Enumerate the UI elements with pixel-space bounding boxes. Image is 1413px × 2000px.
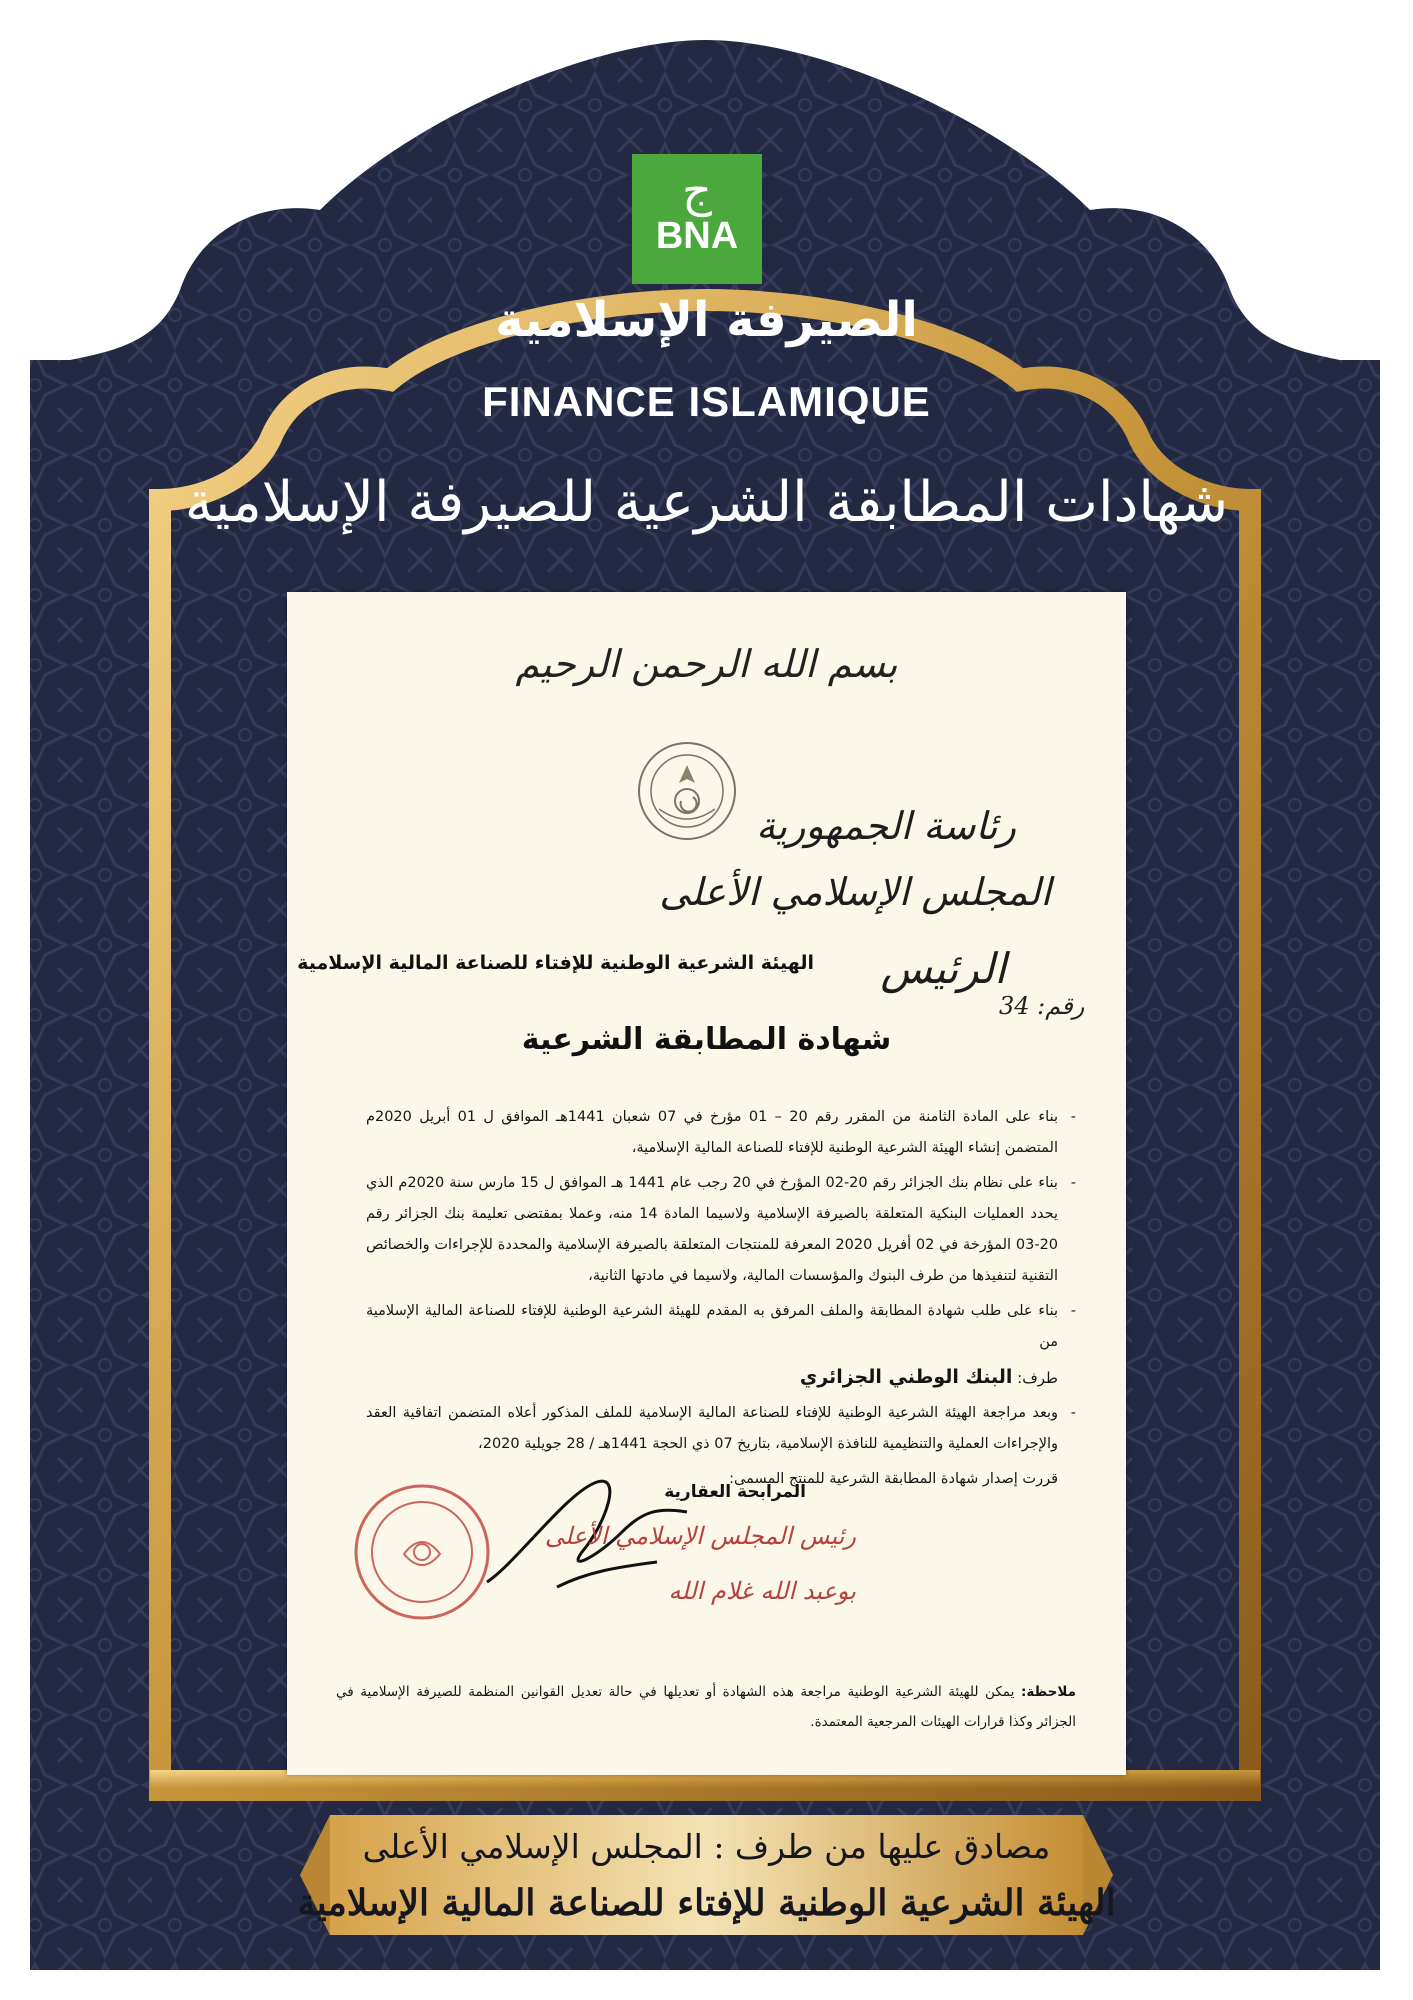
letterhead-presidency: رئاسة الجمهورية (756, 804, 1016, 848)
note-text: يمكن للهيئة الشرعية الوطنية مراجعة هذه الشهادة أو تعديلها في حالة تعديل القوانين المنظمة للصيرفة الإسلامية في الجزائر وكذا قرارات الهيئات المرجعية المعتمدة. (336, 1684, 1076, 1730)
state-emblem-icon (635, 739, 739, 843)
product-name: المرابحة العقارية (664, 1482, 806, 1502)
party-line (366, 1362, 1076, 1394)
title-arabic: الصيرفة الإسلامية (495, 292, 918, 348)
authority-name: الهيئة الشرعية الوطنية للإفتاء للصناعة المالية الإسلامية (297, 952, 814, 974)
paragraph-text: بناء على المادة الثامنة من المقرر رقم 20 – 01 مؤرخ في 07 شعبان 1441هـ الموافق ل 01 أبريل 2020م المتضمن إنشاء الهيئة الشرعية الوطنية للإفتاء للصناعة المالية الإسلامية، (366, 1109, 1059, 1156)
authority-footer: الهيئة الشرعية الوطنية للإفتاء للصناعة المالية الإسلامية (297, 1882, 1116, 1924)
review-text: وبعد مراجعة الهيئة الشرعية الوطنية للإفتاء للصناعة المالية الإسلامية للملف المذكور أعلاه المتضمن اتفاقية العقد والإجراءات العملية والتنظيمية للنافذة الإسلامية، بتاريخ 07 ذي الحجة 1441هـ / 28 جويلية 2020، (366, 1405, 1058, 1452)
paragraph: - بناء على طلب شهادة المطابقة والملف المرفق به المقدم للهيئة الشرعية الوطنية للإفتاء للصناعة المالية الإسلامية من (366, 1303, 1076, 1350)
basmala: بسم الله الرحمن الرحيم (515, 642, 898, 686)
letterhead-president: الرئيس (880, 944, 1006, 993)
paragraph: - بناء على المادة الثامنة من المقرر رقم 20 – 01 مؤرخ في 07 شعبان 1441هـ الموافق ل 01 أبريل 2020م المتضمن إنشاء الهيئة الشرعية الوطنية للإفتاء للصناعة المالية الإسلامية، (366, 1109, 1076, 1156)
page-subtitle: شهادات المطابقة الشرعية للصيرفة الإسلامية (184, 470, 1229, 535)
signatory-name: بوعبد الله غلام الله (668, 1577, 856, 1605)
logo-glyph: ج (682, 163, 712, 217)
certificate-title: شهادة المطابقة الشرعية (521, 1022, 892, 1057)
paragraph-text: بناء على نظام بنك الجزائر رقم 20-02 المؤرخ في 20 رجب عام 1441 هـ الموافق ل 15 مارس سنة 2020م الذي يحدد العمليات البنكية المتعلقة بالصيرفة الإسلامية ولاسيما المادة 14 منه، وعملا بمقتضى تعليمة بنك الجزائر رقم 20-03 المؤرخة في 02 أفريل 2020 المعرفة للمنتجات المتعلقة بالصيرفة الإسلامية والمحددة للإجراءات والخصائص التقنية لتنفيذها من طرف البنوك والمؤسسات المالية، ولاسيما في مادتها الثانية، (366, 1175, 1059, 1284)
paragraph-text: بناء على طلب شهادة المطابقة والملف المرفق به المقدم للهيئة الشرعية الوطنية للإفتاء للصناعة المالية الإسلامية من (366, 1303, 1058, 1350)
approval-line: مصادق عليها من طرف : المجلس الإسلامي الأعلى (362, 1827, 1051, 1866)
letterhead-council: المجلس الإسلامي الأعلى (659, 870, 1051, 914)
note (336, 1677, 1076, 1737)
bna-logo (632, 154, 762, 284)
paragraph: - بناء على نظام بنك الجزائر رقم 20-02 المؤرخ في 20 رجب عام 1441 هـ الموافق ل 15 مارس سنة 2020م الذي يحدد العمليات البنكية المتعلقة بالصيرفة الإسلامية ولاسيما المادة 14 منه، وعملا بمقتضى تعليمة بنك الجزائر رقم 20-03 المؤرخة في 02 أفريل 2020 المعرفة للمنتجات المتعلقة بالصيرفة الإسلامية والمحددة للإجراءات والخصائص التقنية لتنفيذها من طرف البنوك والمؤسسات المالية، ولاسيما في مادتها الثانية، (366, 1175, 1076, 1284)
paragraph: - وبعد مراجعة الهيئة الشرعية الوطنية للإفتاء للصناعة المالية الإسلامية للملف المذكور أعلاه المتضمن اتفاقية العقد والإجراءات العملية والتنظيمية للنافذة الإسلامية، بتاريخ 07 ذي الحجة 1441هـ / 28 جويلية 2020، (366, 1405, 1076, 1452)
title-french: FINANCE ISLAMIQUE (482, 378, 931, 425)
reference-number: رقم: 34 (999, 992, 1085, 1020)
note-label: ملاحظة: (1020, 1684, 1077, 1700)
signatory-title: رئيس المجلس الإسلامي الأعلى (544, 1522, 856, 1550)
party-prefix: طرف: (1017, 1369, 1058, 1387)
logo-abbr: BNA (655, 215, 739, 257)
party-name: البنك الوطني الجزائري (799, 1366, 1013, 1388)
certificate-body (366, 1102, 1076, 1499)
decision-text: قررت إصدار شهادة المطابقة الشرعية للمنتج المسمى: (729, 1471, 1058, 1487)
certificate-document (287, 592, 1126, 1775)
